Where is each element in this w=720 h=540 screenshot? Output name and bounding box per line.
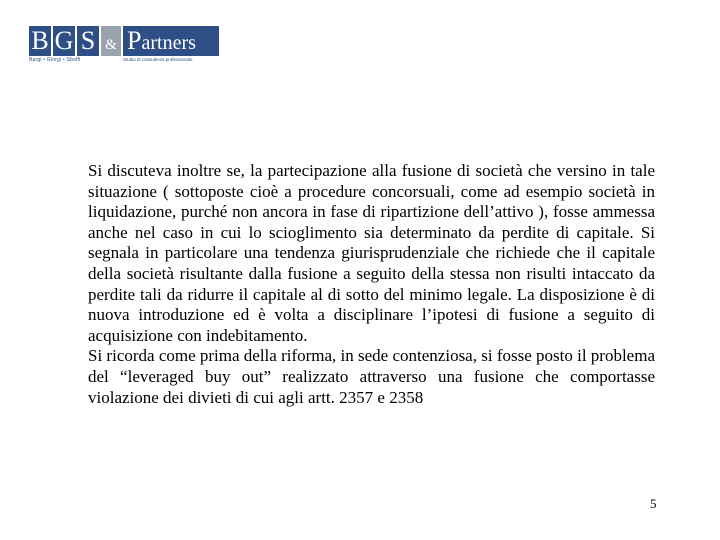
logo-letter-g: G: [54, 26, 74, 55]
company-logo: [29, 26, 219, 64]
logo-partners: [123, 26, 219, 56]
logo-founders: Bargi • Giorgi • Sboffi: [29, 57, 81, 63]
paragraph-1: Si discuteva inoltre se, la partecipazione alla fusione di società che versino in tale situazione ( sottoposte cioè a procedure concorsuali, come ad esempio società in liquidazione, purché non ancora in fase di ripartizione dell’attivo ), fosse ammessa anche nel caso in cui lo scioglimento sia determinato da perdite di capitale. Si segnala in particolare una tendenza giurisprudenziale che richiede che il capitale della società risultante dalla fusione a seguito della stessa non risulti intaccato da perdite tali da ridurre il capitale al di sotto del minimo legale. La disposizione è di nuova introduzione ed è volta a disciplinare l’ipotesi di fusione a seguito di acquisizione con indebitamento.: [88, 161, 655, 345]
slide-body: [88, 161, 655, 408]
page-number: 5: [650, 496, 657, 511]
logo-tagline: Studio di consulenza professionale: [123, 57, 193, 62]
logo-ampersand: &: [101, 26, 121, 56]
logo-letter-s: S: [77, 26, 99, 56]
paragraph-2: Si ricorda come prima della riforma, in sede contenziosa, si fosse posto il problema del “leveraged buy out” realizzato attraverso una fusione che comportasse violazione dei divieti di cui agli artt. 2357 e 2358: [88, 346, 655, 407]
logo-letter-b: B: [29, 26, 51, 56]
logo-partners-initial: P: [127, 26, 142, 55]
logo-partners-rest: artners: [141, 32, 196, 54]
